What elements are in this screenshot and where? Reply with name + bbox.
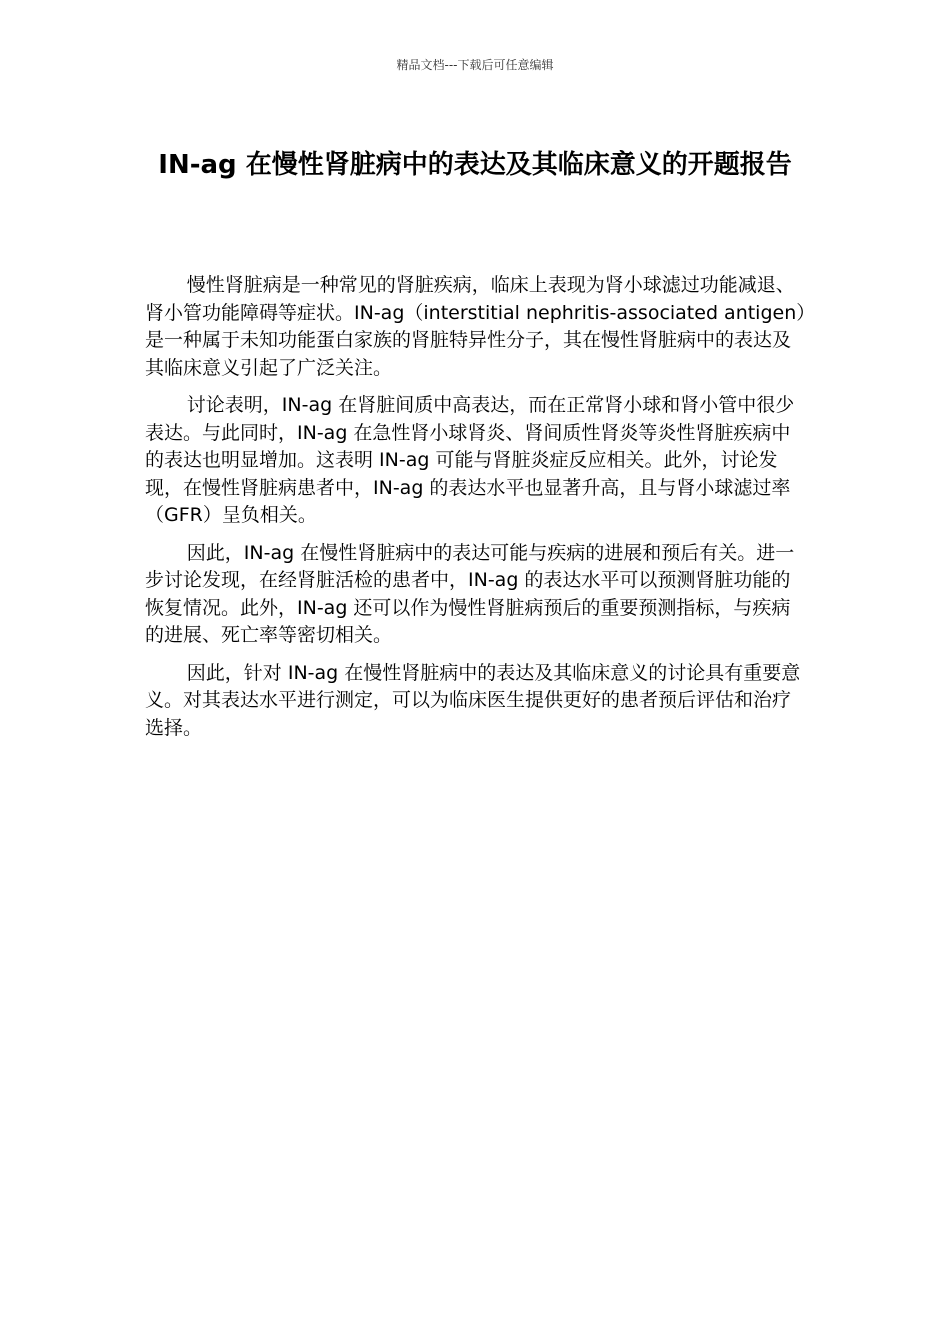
header-note: 精品文档---下载后可任意编辑 xyxy=(396,58,554,72)
paragraph-4: 因此，针对 IN-ag 在慢性肾脏病中的表达及其临床意义的讨论具有重要意义。对其表达水平进行测定，可以为临床医生提供更好的患者预后评估和治疗选择。 xyxy=(145,661,801,739)
paragraph-3: 因此，IN-ag 在慢性肾脏病中的表达可能与疾病的进展和预后有关。进一步讨论发现，在经肾脏活检的患者中，IN-ag 的表达水平可以预测肾脏功能的恢复情况。此外，IN-ag 还可以作为慢性肾脏病预后的重要预测指标，与疾病的进展、死亡率等密切相关。 xyxy=(145,541,795,646)
paragraph-1: 慢性肾脏病是一种常见的肾脏疾病，临床上表现为肾小球滤过功能减退、肾小管功能障碍等症状。IN-ag（interstitial nephritis-associated antigen）是一种属于未知功能蛋白家族的肾脏特异性分子，其在慢性肾脏病中的表达及其临床意义引起了广泛关注。 xyxy=(145,274,806,379)
document-title: IN-ag 在慢性肾脏病中的表达及其临床意义的开题报告 xyxy=(158,150,792,180)
document-body xyxy=(145,272,808,752)
paragraph-2: 讨论表明，IN-ag 在肾脏间质中高表达，而在正常肾小球和肾小管中很少表达。与此同时，IN-ag 在急性肾小球肾炎、肾间质性肾炎等炎性肾脏疾病中的表达也明显增加。这表明 IN-ag 可能与肾脏炎症反应相关。此外，讨论发现，在慢性肾脏病患者中，IN-ag 的表达水平也显著升高，且与肾小球滤过率（GFR）呈负相关。 xyxy=(145,394,795,526)
